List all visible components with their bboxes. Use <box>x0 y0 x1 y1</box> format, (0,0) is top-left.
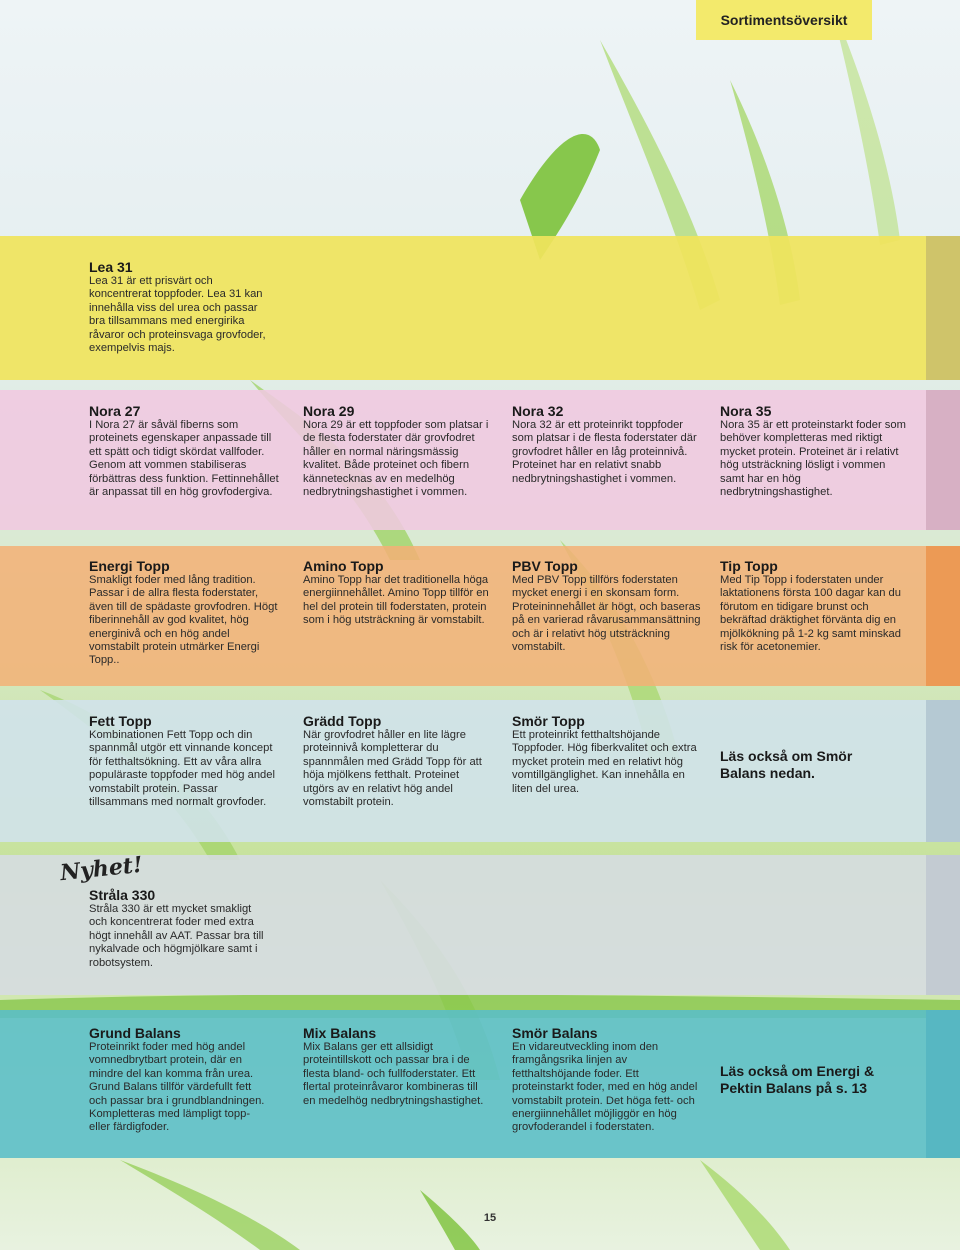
product-title: Nora 29 <box>303 403 355 419</box>
product-description: Proteinrikt foder med hög andel vomnedbrytbart protein, där en mindre del kan komma från urea. Grund Balans tillför värdefullt fett och passar bra i grundblandningen. Kompletteras med lämpligt topp- eller färdigfoder. <box>89 1041 265 1134</box>
product-smor-topp <box>512 713 702 796</box>
product-lea-31 <box>89 259 269 355</box>
product-description: Amino Topp har det traditionella höga energiinnehållet. Amino Topp tillför en hel del protein till foderstaten, protein som i hög utsträckning är vomstabilt. <box>303 574 489 627</box>
product-amino-topp <box>303 558 493 628</box>
product-description: Stråla 330 är ett mycket smakligt och koncentrerat foder med extra högt innehåll av AAT. Passar bra till nykalvade och högmjölkare samt i robotsystem. <box>89 903 264 969</box>
product-nora-29 <box>303 403 493 499</box>
product-title: Grund Balans <box>89 1025 181 1041</box>
product-description: Med Tip Topp i foderstaten under laktationens första 100 dagar kan du förutom en tidigare brunst och bekräftad dräktighet förvänta dig en mjölkökning på 1-2 kg samt minskad risk för acetonemier. <box>720 574 901 654</box>
product-nora-35 <box>720 403 910 499</box>
product-description: En vidareutveckling inom den framgångsrika linjen av fetthaltshöjande foder. Ett proteinstarkt foder, med en hög andel vomstabilt protein. Det höga fett- och energiinnehållet möjliggör en hög grovfoderandel i foderstaten. <box>512 1041 698 1134</box>
product-title: Smör Topp <box>512 713 585 729</box>
cross-reference-smor-balans: Läs också om Smör Balans nedan. <box>720 748 853 781</box>
page-number: 15 <box>483 1212 497 1224</box>
product-description: Nora 29 är ett toppfoder som platsar i de flesta foderstater där grovfodret håller en normal näringsmässig kvalitet. Både proteinet och fibern kännetecknas av en medelhög nedbrytningshastighet i vommen. <box>303 419 489 499</box>
product-title: Energi Topp <box>89 558 170 574</box>
product-description: Med PBV Topp tillförs foderstaten mycket energi i en skonsam form. Proteininnehållet är högt, och baseras på en varierad råvarusammansättning och är i relativt hög utsträckning vomstabilt. <box>512 574 701 654</box>
product-description: Kombinationen Fett Topp och din spannmål utgör ett vinnande koncept för fetthaltsökning. Ett av våra allra populäraste toppfoder med hög andel vomstabilt protein. Passar tillsammans med normalt grovfoder. <box>89 729 275 809</box>
product-title: Nora 35 <box>720 403 772 419</box>
product-tip-topp <box>720 558 910 654</box>
product-description: Ett proteinrikt fetthaltshöjande Toppfoder. Hög fiberkvalitet och extra mycket protein med en relativt hög vomtillgänglighet. Kan innehålla en liten del urea. <box>512 729 697 795</box>
product-smor-balans <box>512 1025 702 1135</box>
product-title: Fett Topp <box>89 713 152 729</box>
product-description: I Nora 27 är såväl fiberns som proteinets egenskaper anpassade till ett spätt och tidigt skördat vallfoder. Genom att vommen stabiliseras förbättras dess funktion. Fettinnehållet är anpassat till en hög grovfodergiva. <box>89 419 279 499</box>
product-title: Lea 31 <box>89 259 133 275</box>
product-description: Smakligt foder med lång tradition. Passar i de allra flesta foderstater, även till de spädaste grovfodren. Högt fiberinnehåll av god kvalitet, hög energinivå och en hög andel vomstabilt protein utmärker Energi Topp.. <box>89 574 278 667</box>
product-title: Amino Topp <box>303 558 384 574</box>
nyhet-badge: Nyhet! <box>58 851 144 887</box>
product-nora-32 <box>512 403 702 486</box>
section-tab: Sortimentsöversikt <box>696 0 872 40</box>
product-description: Mix Balans ger ett allsidigt proteintillskott och passar bra i de flesta bland- och fullfoderstater. Ett flertal proteinråvaror kombineras till en medelhög nedbrytningshastighet. <box>303 1041 484 1107</box>
product-title: Stråla 330 <box>89 887 156 903</box>
product-title: Tip Topp <box>720 558 778 574</box>
product-title: Smör Balans <box>512 1025 598 1041</box>
product-description: När grovfodret håller en lite lägre proteinnivå kompletterar du spannmålen med Grädd Topp för att höja mjölkens fetthalt. Proteinet utgörs av en relativt hög andel vomstabilt protein. <box>303 729 482 809</box>
product-grund-balans <box>89 1025 271 1135</box>
product-strala-330 <box>89 887 271 970</box>
product-title: PBV Topp <box>512 558 578 574</box>
product-energi-topp <box>89 558 279 668</box>
cross-reference-energi-pektin: Läs också om Energi & Pektin Balans på s. 13 <box>720 1063 875 1096</box>
product-title: Nora 32 <box>512 403 564 419</box>
product-description: Nora 32 är ett proteinrikt toppfoder som platsar i de flesta foderstater där grovfodret håller en låg proteinnivå. Proteinet har en relativt snabb nedbrytningshastighet i vommen. <box>512 419 697 485</box>
product-pbv-topp <box>512 558 702 654</box>
product-nora-27 <box>89 403 279 499</box>
product-description: Lea 31 är ett prisvärt och koncentrerat toppfoder. Lea 31 kan innehålla viss del urea och passar bra tillsammans med energirika råvaror och proteinsvaga grovfoder, exempelvis majs. <box>89 275 266 355</box>
product-description: Nora 35 är ett proteinstarkt foder som behöver kompletteras med riktigt mycket protein. Proteinet är i relativt hög utsträckning lösligt i vommen samt har en hög nedbrytningshastighet. <box>720 419 906 499</box>
product-mix-balans <box>303 1025 493 1108</box>
product-fett-topp <box>89 713 279 809</box>
product-title: Nora 27 <box>89 403 141 419</box>
product-gradd-topp <box>303 713 493 809</box>
product-title: Mix Balans <box>303 1025 377 1041</box>
product-title: Grädd Topp <box>303 713 382 729</box>
